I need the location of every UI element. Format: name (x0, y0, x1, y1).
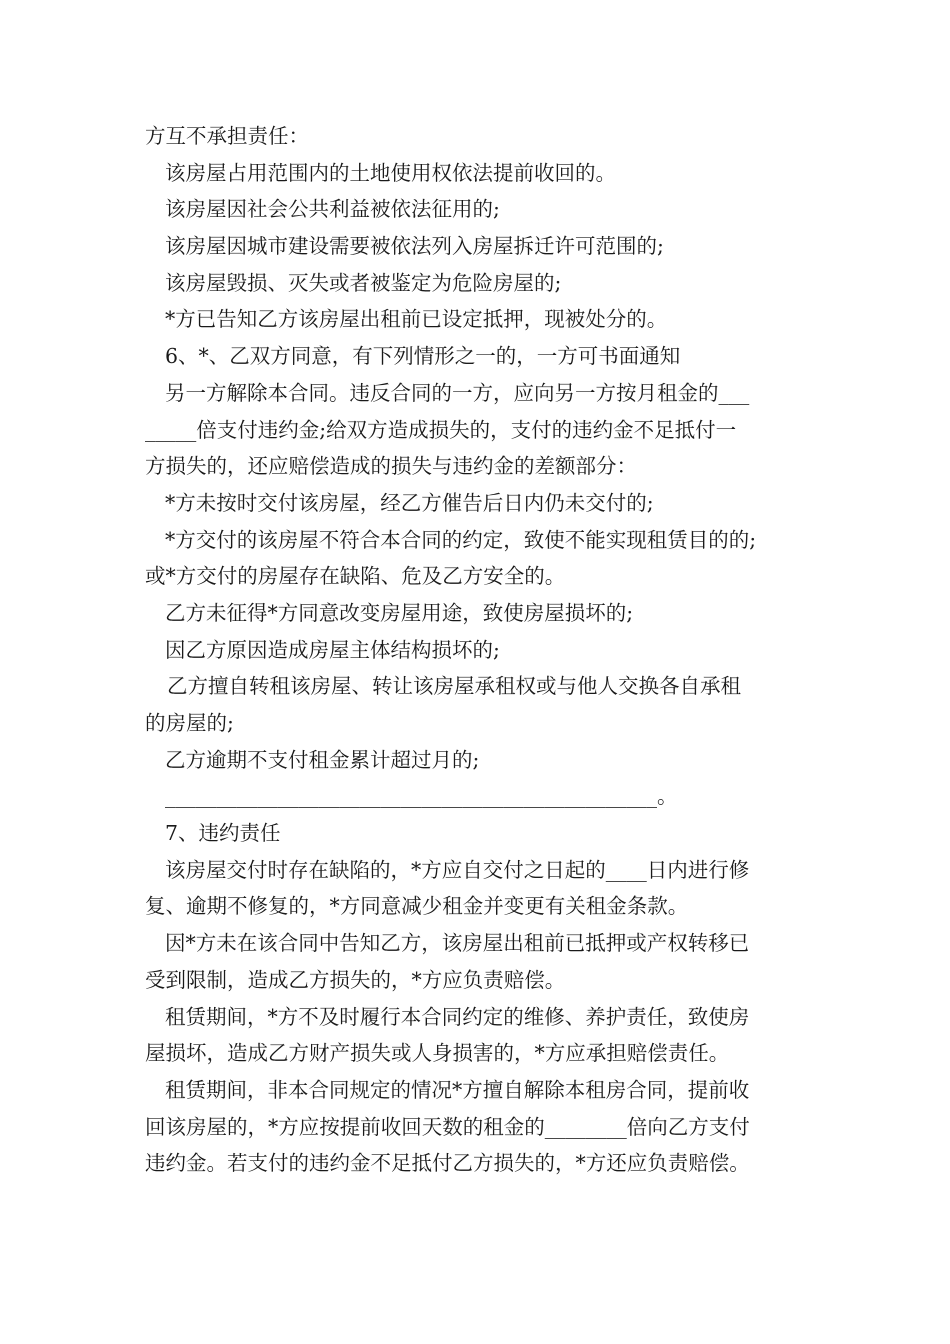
text-line: 另一方解除本合同。违反合同的一方，应向另一方按月租金的___ (165, 380, 750, 405)
text-line: 因乙方原因造成房屋主体结构损坏的; (165, 637, 500, 662)
text-line: 受到限制，造成乙方损失的，*方应负责赔偿。 (145, 967, 566, 992)
text-line: 违约金。若支付的违约金不足抵付乙方损失的，*方还应负责赔偿。 (145, 1151, 750, 1176)
text-line: 屋损坏，造成乙方财产损失或人身损害的，*方应承担赔偿责任。 (145, 1041, 730, 1066)
text-line: 租赁期间，非本合同规定的情况*方擅自解除本租房合同，提前收 (165, 1077, 750, 1102)
text-line: 或*方交付的房屋存在缺陷、危及乙方安全的。 (145, 564, 566, 589)
text-line: 租赁期间，*方不及时履行本合同约定的维修、养护责任，致使房 (165, 1004, 750, 1029)
text-line: *方已告知乙方该房屋出租前已设定抵押，现被处分的。 (165, 307, 668, 332)
text-line: *方未按时交付该房屋，经乙方催告后日内仍未交付的; (165, 490, 654, 515)
contract-text-body (145, 118, 815, 1182)
text-line: 因*方未在该合同中告知乙方，该房屋出租前已抵押或产权转移已 (165, 931, 750, 956)
section-heading: 7、违约责任 (165, 821, 281, 846)
text-line: 乙方未征得*方同意改变房屋用途，致使房屋损坏的; (165, 600, 634, 625)
text-line: 该房屋占用范围内的土地使用权依法提前收回的。 (165, 160, 616, 185)
text-line: ________________________________________________。 (165, 784, 678, 809)
text-line: 该房屋因城市建设需要被依法列入房屋拆迁许可范围的; (165, 234, 664, 259)
text-line: 该房屋因社会公共利益被依法征用的; (165, 197, 500, 222)
text-line: 方互不承担责任： (145, 124, 309, 148)
text-line: 该房屋毁损、灭失或者被鉴定为危险房屋的; (165, 270, 562, 295)
text-line: 复、逾期不修复的，*方同意减少租金并变更有关租金条款。 (145, 894, 689, 919)
text-line: 回该房屋的，*方应按提前收回天数的租金的________倍向乙方支付 (145, 1114, 750, 1139)
text-line: 方损失的，还应赔偿造成的损失与违约金的差额部分： (145, 454, 637, 479)
text-line: *方交付的该房屋不符合本合同的约定，致使不能实现租赁目的的; (165, 527, 757, 552)
text-line: 该房屋交付时存在缺陷的，*方应自交付之日起的____日内进行修 (165, 857, 750, 882)
text-line: 乙方逾期不支付租金累计超过月的; (165, 747, 480, 772)
text-line: 6、*、乙双方同意，有下列情形之一的，一方可书面通知 (165, 344, 681, 369)
text-line: 的房屋的; (145, 711, 234, 735)
text-line: _____倍支付违约金;给双方造成损失的，支付的违约金不足抵付一 (145, 417, 737, 442)
text-line: 乙方擅自转租该房屋、转让该房屋承租权或与他人交换各自承租 (167, 674, 741, 699)
